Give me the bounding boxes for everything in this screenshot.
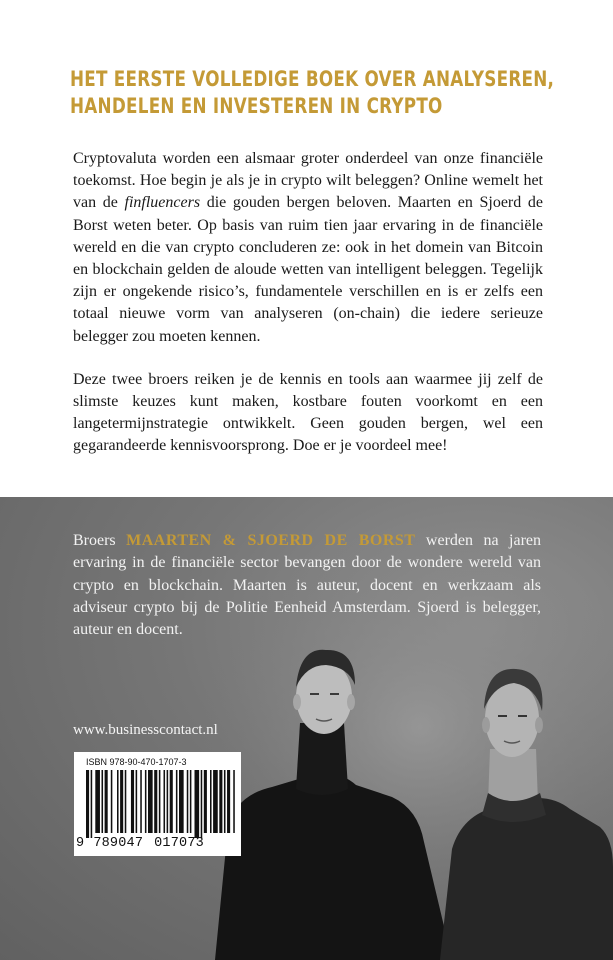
blurb-paragraph-1-start: Cryptovaluta worden een alsmaar groter onderdeel van onze financiële toekomst. Hoe begin je als je in crypto wilt beleggen? Online wemelt het van de <box>73 150 543 212</box>
headline-line-2: HANDELEN EN INVESTEREN IN CRYPTO <box>70 94 443 118</box>
author-names: MAARTEN & SJOERD DE BORST <box>126 532 416 549</box>
blurb-italic-term: finfluencers <box>124 194 201 212</box>
ean-digits <box>76 836 240 851</box>
blurb <box>73 148 543 479</box>
ean-left-group: 789047 <box>93 836 144 851</box>
barcode-box <box>74 752 241 856</box>
bio-start: Broers <box>73 532 127 549</box>
blurb-paragraph-2: Deze twee broers reiken je de kennis en tools aan waarmee jij zelf de slimste keuzes kunt maken, kostbare fouten voorkomt en een langetermijnstrategie ontwikkelt. Geen gouden bergen, wel een gegarandeerde kennisvoorsprong. Doe er je voordeel mee! <box>73 370 543 455</box>
headline-line-1: HET EERSTE VOLLEDIGE BOEK OVER ANALYSEREN, <box>70 67 555 91</box>
bio-end: werden na jaren ervaring in de financiële sector bevangen door de wondere wereld van crypto en blockchain. Maarten is auteur, docent en werkzaam als adviseur crypto bij de Politie Eenheid Amsterdam. Sjoerd is belegger, auteur en docent. <box>73 532 541 639</box>
ean-first-digit: 9 <box>76 836 85 851</box>
publisher-website[interactable]: www.businesscontact.nl <box>73 722 218 738</box>
blurb-paragraph-1-end: die gouden bergen beloven. Maarten en Sjoerd de Borst weten beter. Op basis van ruim tien jaar ervaring in de financiële wereld en die van crypto concluderen ze: ook in het domein van Bitcoin en blockchain gelden de aloude wetten van intelligent beleggen. Tegelijk zijn er ongekende risico’s, fundamentele verschillen en is er zelfs een totaal nieuwe vorm van analyseren (on-chain) die iedere serieuze belegger zou moeten kennen. <box>73 194 544 345</box>
blurb-paragraph-1 <box>73 148 543 348</box>
isbn-number: ISBN 978-90-470-1707-3 <box>86 757 187 767</box>
ean-right-group: 017073 <box>154 836 204 851</box>
author-bio <box>73 530 541 641</box>
headline <box>70 66 555 120</box>
